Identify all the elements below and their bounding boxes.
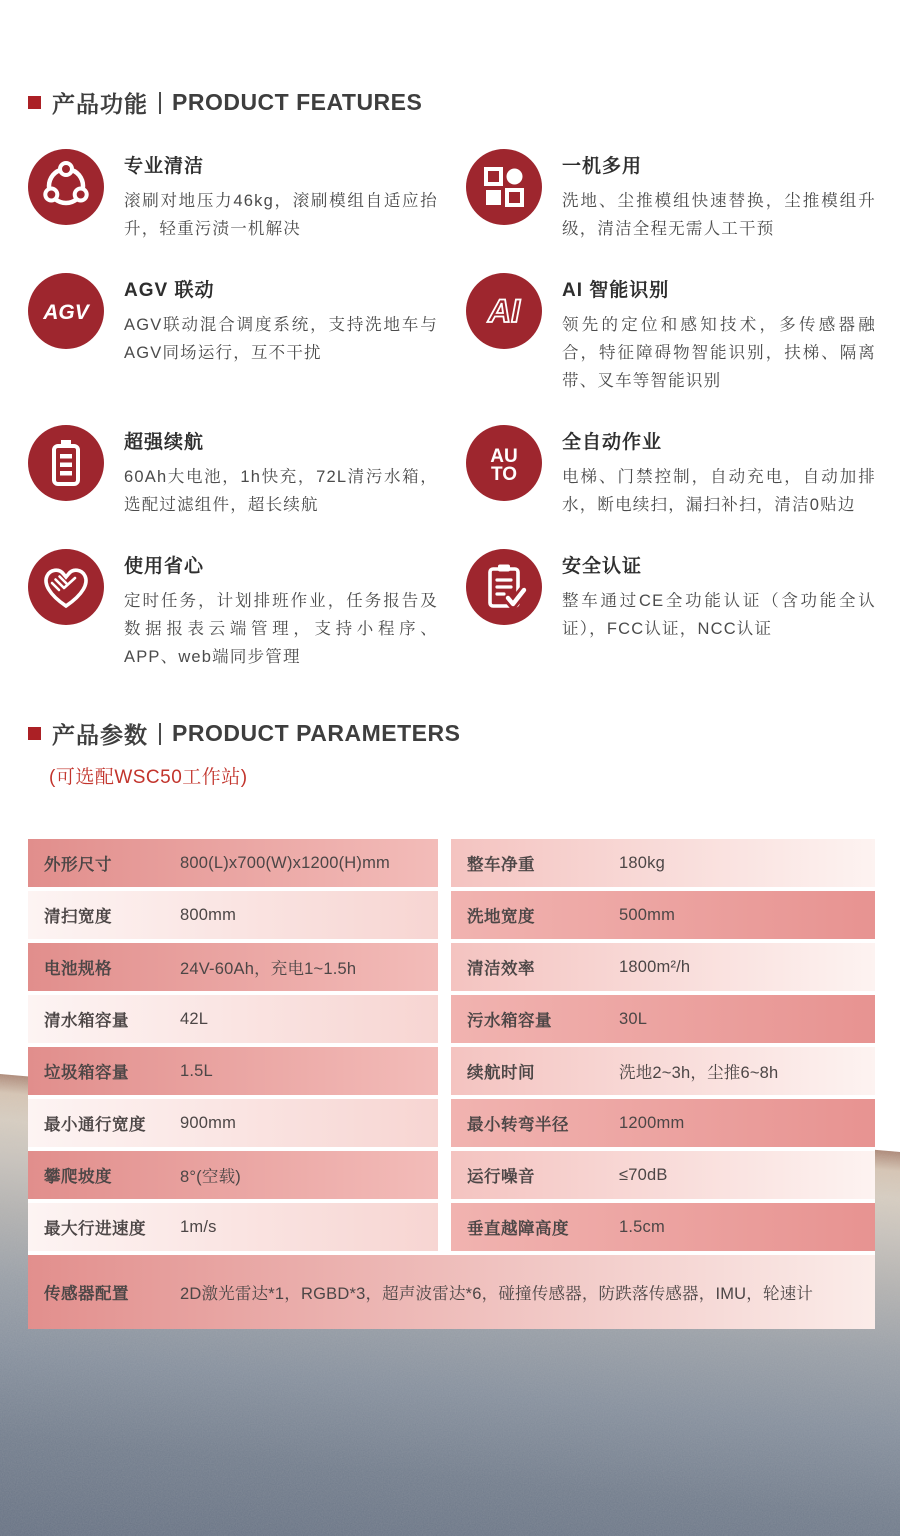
heading-separator [159,92,161,114]
param-value: 24V-60Ah，充电1~1.5h [180,960,357,978]
ai-icon-text: AI [488,293,520,329]
param-value: 1.5cm [619,1217,665,1236]
auto-icon-line2: TO [490,464,518,485]
param-label: 传感器配置 [44,1285,129,1303]
parameters-subtitle: (可选配WSC50工作站) [49,767,248,788]
param-label: 外形尺寸 [44,856,112,874]
parameters-heading-en: PRODUCT PARAMETERS [172,720,461,746]
param-value: 8°(空载) [180,1168,241,1186]
param-cell-dimensions [28,839,438,887]
param-cell-net-weight [451,839,875,887]
parameters-heading-zh: 产品参数 [52,722,148,748]
battery-icon [28,425,104,501]
param-cell-battery-spec [28,943,438,991]
param-value: 500mm [619,905,676,924]
param-value: 洗地2~3h，尘推6~8h [619,1064,779,1082]
feature-desc: 定时任务，计划排班作业，任务报告及数据报表云端管理，支持小程序、APP、web端同步管理 [124,592,438,666]
feature-desc: 洗地、尘推模组快速替换，尘推模组升级，清洁全程无需人工干预 [562,192,876,238]
feature-desc: 电梯、门禁控制，自动充电，自动加排水，断电续扫，漏扫补扫，清洁0贴边 [562,468,876,514]
param-label: 污水箱容量 [467,1012,552,1030]
auto-icon-line1: AU [490,446,518,467]
agv-icon [28,273,104,349]
param-value: 900mm [180,1113,237,1132]
param-cell-clean-efficiency [451,943,875,991]
section-header-parameters [28,717,900,750]
feature-multi-purpose [466,149,876,243]
red-square-bullet-icon [28,96,41,109]
param-cell-clean-tank [28,995,438,1043]
feature-safety-certification [466,549,876,671]
feature-title: AGV 联动 [124,280,215,301]
feature-full-auto-operation [466,425,876,519]
feature-title: 专业清洁 [124,156,205,177]
param-cell-min-passage-width [28,1099,438,1147]
feature-long-endurance [28,425,438,519]
param-label: 运行噪音 [467,1168,535,1186]
feature-desc: 滚刷对地压力46kg，滚刷模组自适应抬升，轻重污渍一机解决 [124,192,438,238]
param-label: 电池规格 [44,960,112,978]
param-label: 清水箱容量 [44,1012,129,1030]
heading-separator [159,723,161,745]
param-cell-scrub-width [451,891,875,939]
ai-icon [466,273,542,349]
param-cell-debris-tank [28,1047,438,1095]
feature-ai-recognition [466,273,876,395]
param-value: 1m/s [180,1217,217,1236]
modules-icon [466,149,542,225]
param-value: ≤70dB [619,1165,668,1184]
features-grid [28,149,876,671]
auto-icon [466,425,542,501]
param-label: 垃圾箱容量 [44,1064,129,1082]
param-value: 1800m²/h [619,957,691,976]
feature-title: 使用省心 [124,556,205,577]
param-cell-climb-slope [28,1151,438,1199]
feature-title: 全自动作业 [562,432,663,453]
feature-title: 超强续航 [124,432,205,453]
param-cell-recovery-tank [451,995,875,1043]
param-cell-noise [451,1151,875,1199]
param-value: 1200mm [619,1113,685,1132]
param-label: 垂直越障高度 [467,1220,569,1238]
param-value: 1.5L [180,1061,213,1080]
param-value: 2D激光雷达*1，RGBD*3，超声波雷达*6，碰撞传感器，防跌落传感器，IMU，轮速计 [180,1285,814,1303]
feature-desc: 60Ah大电池，1h快充，72L清污水箱，选配过滤组件，超长续航 [124,468,438,514]
feature-title: 安全认证 [562,556,643,577]
feature-professional-cleaning [28,149,438,243]
param-value: 800(L)x700(W)x1200(H)mm [180,853,390,872]
parameters-table [28,839,875,1329]
param-cell-sensors [28,1255,875,1329]
param-label: 最小转弯半径 [467,1116,569,1134]
features-heading-zh: 产品功能 [52,91,148,117]
feature-title: AI 智能识别 [562,280,670,301]
param-label: 最大行进速度 [44,1220,146,1238]
feature-title: 一机多用 [562,156,643,177]
param-value: 30L [619,1009,648,1028]
roller-brush-icon [28,149,104,225]
param-label: 洗地宽度 [467,908,535,926]
param-cell-sweep-width [28,891,438,939]
feature-desc: 领先的定位和感知技术，多传感器融合，特征障碍物智能识别，扶梯、隔离带、叉车等智能识别 [562,316,876,390]
section-header-features [28,86,900,119]
param-label: 清扫宽度 [44,908,112,926]
param-cell-obstacle-height [451,1203,875,1251]
feature-desc: AGV联动混合调度系统，支持洗地车与AGV同场运行，互不干扰 [124,316,438,362]
feature-agv-linkage [28,273,438,395]
clipboard-check-icon [466,549,542,625]
agv-icon-text: AGV [43,301,89,324]
param-value: 42L [180,1009,209,1028]
param-cell-runtime [451,1047,875,1095]
param-cell-max-speed [28,1203,438,1251]
feature-desc: 整车通过CE全功能认证（含功能全认证），FCC认证，NCC认证 [562,592,876,638]
param-label: 整车净重 [467,856,535,874]
features-heading-en: PRODUCT FEATURES [172,89,423,115]
param-label: 最小通行宽度 [44,1116,146,1134]
red-square-bullet-icon [28,727,41,740]
param-value: 800mm [180,905,237,924]
param-label: 清洁效率 [467,960,535,978]
handshake-heart-icon [28,549,104,625]
param-value: 180kg [619,853,665,872]
param-label: 攀爬坡度 [44,1168,112,1186]
feature-worry-free-use [28,549,438,671]
param-label: 续航时间 [467,1064,535,1082]
param-cell-min-turn-radius [451,1099,875,1147]
